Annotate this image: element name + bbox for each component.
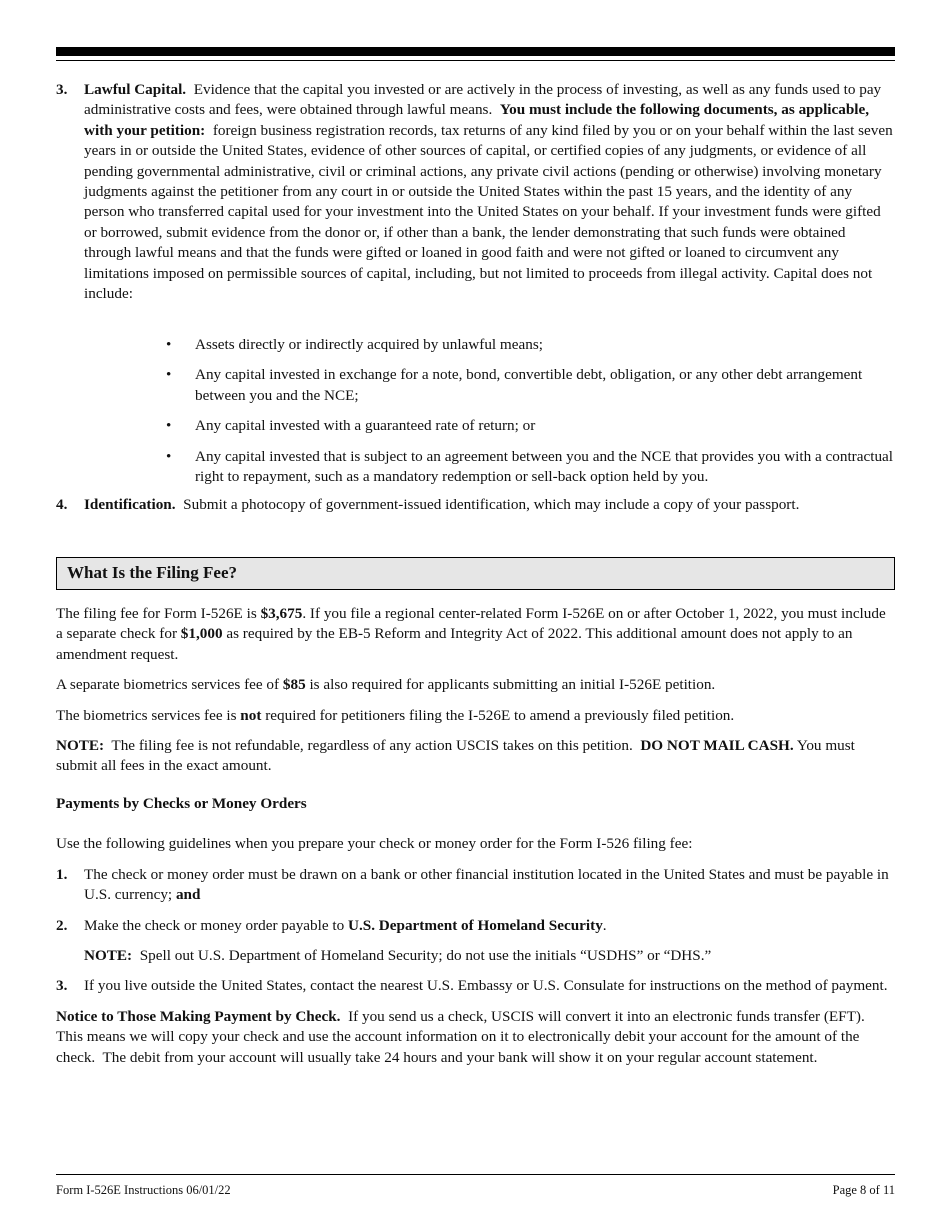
biometrics-exemption-paragraph	[56, 706, 895, 726]
text: Spell out U.S. Department of Homeland Security; do not use the initials “USDHS” or “DHS.”	[132, 947, 712, 965]
emphasis: not	[240, 706, 262, 724]
payee-name: U.S. Department of Homeland Security	[348, 916, 603, 934]
text: You must submit all fees in the exact amount.	[56, 737, 855, 775]
text: The filing fee is not refundable, regardless of any action USCIS takes on this petition.	[104, 737, 641, 755]
identification-section	[56, 495, 895, 515]
item-number: 1.	[56, 865, 68, 883]
note-label: NOTE:	[84, 947, 133, 965]
header-thin-rule	[56, 60, 895, 61]
bullet-icon: •	[166, 366, 172, 384]
text: The check or money order must be drawn on a bank or other financial institution located in the United States and must be payable in U.S. currency;	[84, 865, 889, 904]
bullet-text: Any capital invested with a guaranteed rate of return; or	[195, 417, 536, 435]
text: . If you file a regional center-related Form I-526E on or after October 1, 2022, you must include a separate check for	[56, 605, 886, 643]
identification-heading: Identification.	[84, 496, 176, 513]
lawful-capital-heading: Lawful Capital.	[84, 81, 187, 98]
text: as required by the EB-5 Reform and Integrity Act of 2022. This additional amount does not apply to an amendment request.	[56, 625, 853, 663]
list-item	[56, 447, 895, 488]
lawful-capital-text2: foreign business registration records, tax returns of any kind filed by you or on your behalf within the last seven years in or outside the United States, evidence of other sources of capital, or certified copies of any judgments, or evidence of all pending governmental administrative, civil or criminal actions, any private civil actions (pending or otherwise) involving monetary judgments against the petitioner from any court in or outside the United States within the past 15 years, and the identity of any person who transferred capital used for your investment into the United States on your behalf. If your investment funds were gifted or borrowed, submit evidence from the donor or, if other than a bank, the lender demonstrating that such funds were obtained through lawful means and that the funds were gifted or loaned in good faith and were not gifted or loaned to circumvent any limitations imposed on permissible sources of capital, including, but not limited to proceeds from illegal activity. Capital does not include:	[84, 121, 893, 303]
payment-guideline-2	[56, 916, 895, 936]
payment-guideline-1	[56, 865, 895, 906]
text: required for petitioners filing the I-526E to amend a previously filed petition.	[261, 706, 735, 724]
payment-guideline-2-note	[56, 946, 895, 966]
text: .	[602, 916, 607, 934]
filing-fee-body	[56, 604, 895, 777]
identification-text: Submit a photocopy of government-issued identification, which may include a copy of your passport.	[183, 496, 800, 513]
bullet-icon: •	[166, 447, 172, 465]
note-label: NOTE:	[56, 737, 105, 755]
text: The filing fee for Form I-526E is	[56, 605, 261, 622]
bullet-text: Any capital invested that is subject to an agreement between you and the NCE that provides you with a contractual right to repayment, such as a mandatory redemption or sell-back option held by you.	[195, 447, 893, 486]
header-thick-rule	[56, 47, 895, 56]
notice-heading: Notice to Those Making Payment by Check.	[56, 1007, 341, 1025]
bullet-text: Assets directly or indirectly acquired by unlawful means;	[195, 336, 543, 353]
filing-fee-paragraph	[56, 604, 895, 665]
lawful-capital-item	[56, 80, 895, 304]
filing-fee-amount: $3,675	[260, 605, 303, 622]
check-notice-paragraph	[56, 1007, 895, 1068]
list-item	[56, 365, 895, 406]
footer-rule	[56, 1174, 895, 1175]
filing-fee-section-header	[56, 557, 895, 590]
text: A separate biometrics services fee of	[56, 676, 283, 694]
subheading: Payments by Checks or Money Orders	[56, 795, 307, 812]
footer-form-id: Form I-526E Instructions 06/01/22	[56, 1183, 231, 1197]
lawful-capital-text1: Evidence that the capital you invested or are actively in the process of investing, as well as any funds used to pay administrative costs and fees, were obtained through lawful means.	[84, 81, 882, 119]
text: Make the check or money order payable to	[84, 916, 348, 934]
no-cash-warning: DO NOT MAIL CASH.	[640, 737, 794, 755]
bullet-icon: •	[166, 417, 172, 435]
text: If you send us a check, USCIS will convert it into an electronic funds transfer (EFT). This means we will copy your check and use the account information on it to electronically debit your account for the amount of the check. The debit from your account will usually take 24 hours and your bank will show it on your regular account statement.	[56, 1007, 873, 1066]
bullet-icon: •	[166, 336, 172, 353]
item-number: 3.	[56, 977, 68, 995]
lawful-capital-section	[56, 80, 895, 304]
emphasis: and	[175, 886, 201, 904]
text: The biometrics services fee is	[56, 706, 241, 724]
item-number: 4.	[56, 496, 68, 513]
bullet-text: Any capital invested in exchange for a note, bond, convertible debt, obligation, or any other debt arrangement between you and the NCE;	[195, 366, 863, 404]
lawful-capital-required: You must include the following documents, as applicable, with your petition:	[84, 101, 870, 139]
biometrics-fee-paragraph	[56, 675, 895, 695]
list-item	[56, 416, 895, 436]
identification-item	[56, 495, 895, 515]
payments-subheading	[56, 794, 895, 814]
text: is also required for applicants submitting an initial I-526E petition.	[305, 676, 716, 694]
item-number: 2.	[56, 916, 68, 934]
section-title: What Is the Filing Fee?	[67, 563, 237, 582]
capital-exclusion-list	[56, 335, 895, 487]
check-amount: $1,000	[180, 625, 223, 643]
item-number: 3.	[56, 81, 68, 98]
biometrics-fee-amount: $85	[282, 676, 306, 694]
payments-section	[56, 794, 895, 1068]
payment-guideline-3	[56, 976, 895, 996]
text: If you live outside the United States, contact the nearest U.S. Embassy or U.S. Consulate for instructions on the method of payment.	[84, 977, 888, 995]
payments-intro: Use the following guidelines when you prepare your check or money order for the Form I-526 filing fee:	[56, 835, 693, 853]
footer-page-number: Page 8 of 11	[832, 1183, 895, 1197]
refund-note-paragraph	[56, 736, 895, 777]
list-item	[56, 335, 895, 355]
